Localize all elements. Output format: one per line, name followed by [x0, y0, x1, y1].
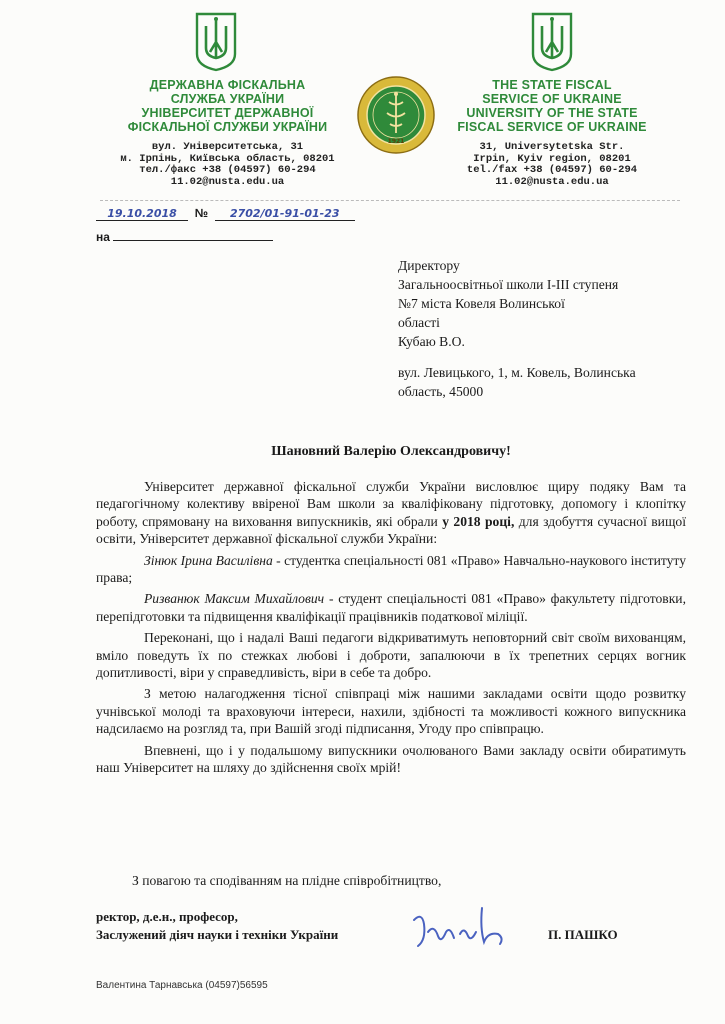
letter-body — [96, 478, 686, 781]
handwritten-signature-icon — [408, 902, 518, 954]
addressee-block — [398, 256, 688, 401]
addressee-line-4: області — [398, 315, 440, 330]
address-en-4: 11.02@nusta.edu.ua — [495, 175, 609, 188]
university-seal-icon — [356, 75, 436, 155]
org-name-ua-4: ФІСКАЛЬНОЇ СЛУЖБИ УКРАЇНИ — [127, 120, 328, 134]
org-name-en-2: SERVICE OF UKRAINE — [482, 92, 622, 106]
org-name-ua-2: СЛУЖБА УКРАЇНИ — [170, 92, 285, 106]
address-ua-1: вул. Університетська, 31 — [151, 141, 304, 153]
addressee-line-2: Загальноосвітньої школи І-ІІІ ступеня — [398, 277, 619, 292]
address-en-3: tel./fax +38 (04597) 60-294 — [466, 164, 638, 176]
org-name-en-3: UNIVERSITY OF THE STATE — [466, 106, 638, 120]
signatory-title — [96, 908, 338, 944]
address-en-2: Irpin, Kyiv region, 08201 — [473, 152, 631, 165]
na-line — [96, 228, 273, 244]
paragraph-thanks: Університет державної фіскальної служби України висловлює щиру подяку Вам та педагогічному колективу ввіреної Вам школи за кваліфіковану підготовку, допомогу і клопітку роботу, спрямовану на виховання випускників, які обрали у 2018 році, для здобуття сучасної вищої освіти, Університет державної фіскальної служби України: — [96, 479, 686, 547]
signatory-name: П. ПАШКО — [548, 927, 618, 942]
org-name-en-4: FISCAL SERVICE OF UKRAINE — [457, 120, 647, 134]
seal-year: 1921 — [387, 138, 405, 145]
student-2-name: Ризванюк Максим Михайлович — [144, 591, 325, 607]
na-label: на — [96, 230, 110, 244]
closing-line: З повагою та сподіванням на плідне співробітництво, — [132, 873, 442, 888]
signatory-title-1: ректор, д.е.н., професор, — [96, 909, 238, 924]
registration-block — [96, 206, 355, 221]
student-1: Зінюк Ірина Василівна - студентка спеціальності 081 «Право» Навчально-наукового інституту права; — [96, 552, 686, 586]
salutation: Шановний Валерію Олександровичу! — [271, 444, 511, 459]
trident-emblem-right-icon — [530, 12, 574, 72]
number-label: № — [194, 206, 209, 220]
address-ua-3: тел./факс +38 (04597) 60-294 — [139, 164, 316, 176]
paragraph-cooperation: З метою налагодження тісної співпраці між нашими закладами освіти щодо розвитку учнівської молоді та враховуючи інтереси, нахили, здібності та можливості кожного випускника надсилаємо на розгляд та, при Вашій згоді підписання, Угоду про співпрацю. — [96, 686, 686, 737]
header-right — [438, 78, 666, 188]
org-name-ua-3: УНІВЕРСИТЕТ ДЕРЖАВНОЇ — [141, 106, 314, 120]
addressee-line-5: Кубаю В.О. — [398, 334, 465, 349]
signatory-title-2: Заслужений діяч науки і техніки України — [96, 927, 339, 942]
na-blank — [113, 228, 273, 241]
registration-date: 19.10.2018 — [96, 207, 188, 221]
addressee-line-1: Директору — [398, 258, 460, 273]
registration-number: 2702/01-91-01-23 — [215, 207, 355, 221]
header-left — [110, 78, 345, 188]
student-2: Ризванюк Максим Михайлович - студент спеціальності 081 «Право» факультету підготовки, перепідготовки та підвищення кваліфікації працівників податкової міліції. — [96, 591, 686, 624]
header-divider — [100, 200, 680, 201]
year-highlight: у 2018 році, — [442, 513, 515, 529]
org-name-ua-1: ДЕРЖАВНА ФІСКАЛЬНА — [149, 78, 306, 92]
org-name-en-1: THE STATE FISCAL — [492, 78, 612, 92]
student-1-name: Зінюк Ірина Василівна — [144, 552, 273, 568]
addressee-address-1: вул. Левицького, 1, м. Ковель, Волинська — [398, 365, 636, 380]
addressee-line-3: №7 міста Ковеля Волинської — [398, 296, 565, 311]
executor-footer: Валентина Тарнавська (04597)56595 — [96, 980, 268, 991]
address-ua-2: м. Ірпінь, Київська область, 08201 — [120, 152, 335, 165]
address-en-1: 31, Universytetska Str. — [479, 141, 625, 153]
trident-emblem-left-icon — [194, 12, 238, 72]
paragraph-teachers: Переконані, що і надалі Ваші педагоги відкриватимуть неповторний світ своїм вихованцям, вміло поведуть їх по стежках любові і доброти, запалюючи в їх трепетних серцях вогник допитливості, віри у справедливість, віри в себе та добро. — [96, 630, 686, 681]
paragraph-future: Впевнені, що і у подальшому випускники очолюваного Вами закладу освіти обиратимуть наш Університет на шляху до здійснення своїх мрій! — [96, 742, 686, 776]
address-ua-4: 11.02@nusta.edu.ua — [170, 175, 285, 188]
addressee-address-2: область, 45000 — [398, 384, 484, 399]
